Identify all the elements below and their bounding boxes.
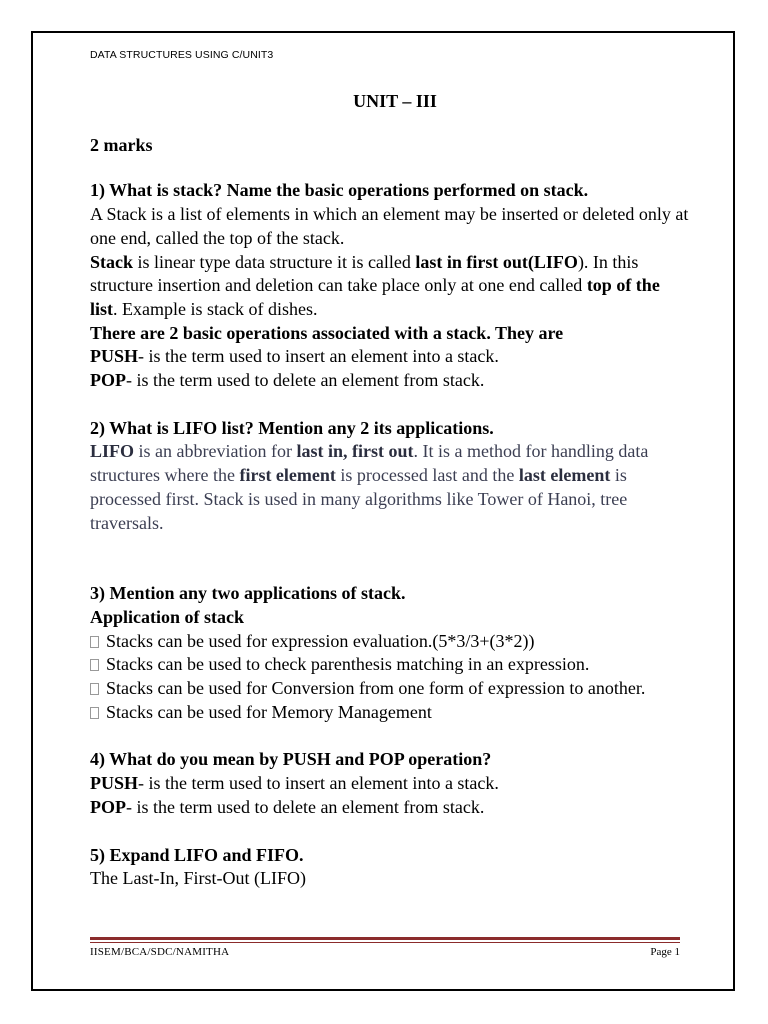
question-2-answer — [90, 440, 690, 535]
push-text: - is the term used to insert an element into a stack. — [138, 773, 499, 794]
pop-definition — [90, 369, 690, 393]
pop-label: POP — [90, 796, 126, 817]
application-item-text: Stacks can be used for Memory Management — [106, 701, 432, 722]
document-body — [90, 90, 690, 891]
question-2-block — [90, 417, 690, 536]
question-1-block — [90, 179, 690, 392]
footer-rule-thick — [90, 937, 680, 940]
push-label: PUSH — [90, 346, 139, 367]
question-5-answer: The Last-In, First-Out (LIFO) — [90, 868, 306, 889]
unit-title: UNIT – III — [353, 91, 437, 111]
application-item-text: Stacks can be used for Conversion from one form of expression to another. — [106, 678, 646, 699]
operations-heading: There are 2 basic operations associated with a stack. They are — [90, 322, 564, 343]
application-item-text: Stacks can be used to check parenthesis matching in an expression. — [106, 654, 590, 675]
application-item-text: Stacks can be used for expression evaluation.(5*3/3+(3*2)) — [106, 630, 535, 651]
push-definition — [90, 772, 690, 796]
question-5-block — [90, 844, 690, 891]
pop-label: POP — [90, 370, 126, 391]
answer-text-3: is processed last and the — [335, 465, 519, 486]
bullet-box-icon — [90, 683, 99, 695]
question-3-block — [90, 582, 690, 724]
pop-text: - is the term used to delete an element from stack. — [126, 796, 485, 817]
answer-text-2: . It is a method for handling data structures where the — [90, 441, 649, 486]
question-1-definition: A Stack is a list of elements in which an element may be inserted or deleted only at one end, called the top of the stack. — [90, 204, 689, 248]
question-3-heading: 3) Mention any two applications of stack. — [90, 583, 406, 604]
footer-rule-thin — [90, 942, 680, 943]
lifo-term: last in first out(LIFO — [415, 251, 578, 272]
question-2-heading: 2) What is LIFO list? Mention any 2 its applications. — [90, 417, 494, 438]
question-5-heading: 5) Expand LIFO and FIFO. — [90, 844, 304, 865]
applications-subheading: Application of stack — [90, 606, 245, 627]
bullet-box-icon — [90, 707, 99, 719]
question-4-block — [90, 748, 690, 819]
stack-term: Stack — [90, 251, 134, 272]
push-label: PUSH — [90, 773, 139, 794]
first-element-term: first element — [239, 465, 336, 486]
running-header: DATA STRUCTURES USING C/UNIT3 — [90, 49, 274, 61]
marks-heading: 2 marks — [90, 134, 153, 155]
explanation-text-c: . Example is stack of dishes. — [113, 298, 318, 319]
page-number: Page 1 — [650, 946, 680, 958]
bullet-box-icon — [90, 636, 99, 648]
answer-text-4: is processed first. Stack is used in many algorithms like Tower of Hanoi, tree traversals. — [90, 465, 628, 533]
last-element-term: last element — [518, 465, 611, 486]
answer-text-1: is an abbreviation for — [134, 441, 297, 462]
application-item — [90, 653, 690, 677]
push-definition — [90, 345, 690, 369]
question-1-heading: 1) What is stack? Name the basic operations performed on stack. — [90, 180, 589, 201]
application-item — [90, 630, 690, 654]
question-1-explanation — [90, 251, 690, 322]
question-4-heading: 4) What do you mean by PUSH and POP operation? — [90, 749, 492, 770]
push-text: - is the term used to insert an element into a stack. — [138, 346, 499, 367]
bullet-box-icon — [90, 659, 99, 671]
last-in-first-out-term: last in, first out — [296, 441, 414, 462]
explanation-text-b: ). In this structure insertion and deletion can take place only at one end called — [90, 251, 639, 296]
explanation-text-a: is linear type data structure it is called — [133, 251, 416, 272]
pop-text: - is the term used to delete an element from stack. — [126, 370, 485, 391]
application-item — [90, 701, 690, 725]
footer-author: IISEM/BCA/SDC/NAMITHA — [90, 946, 230, 958]
pop-definition — [90, 796, 690, 820]
lifo-label: LIFO — [90, 441, 135, 462]
top-of-list-term: top of the list — [90, 275, 660, 319]
application-item — [90, 677, 690, 701]
